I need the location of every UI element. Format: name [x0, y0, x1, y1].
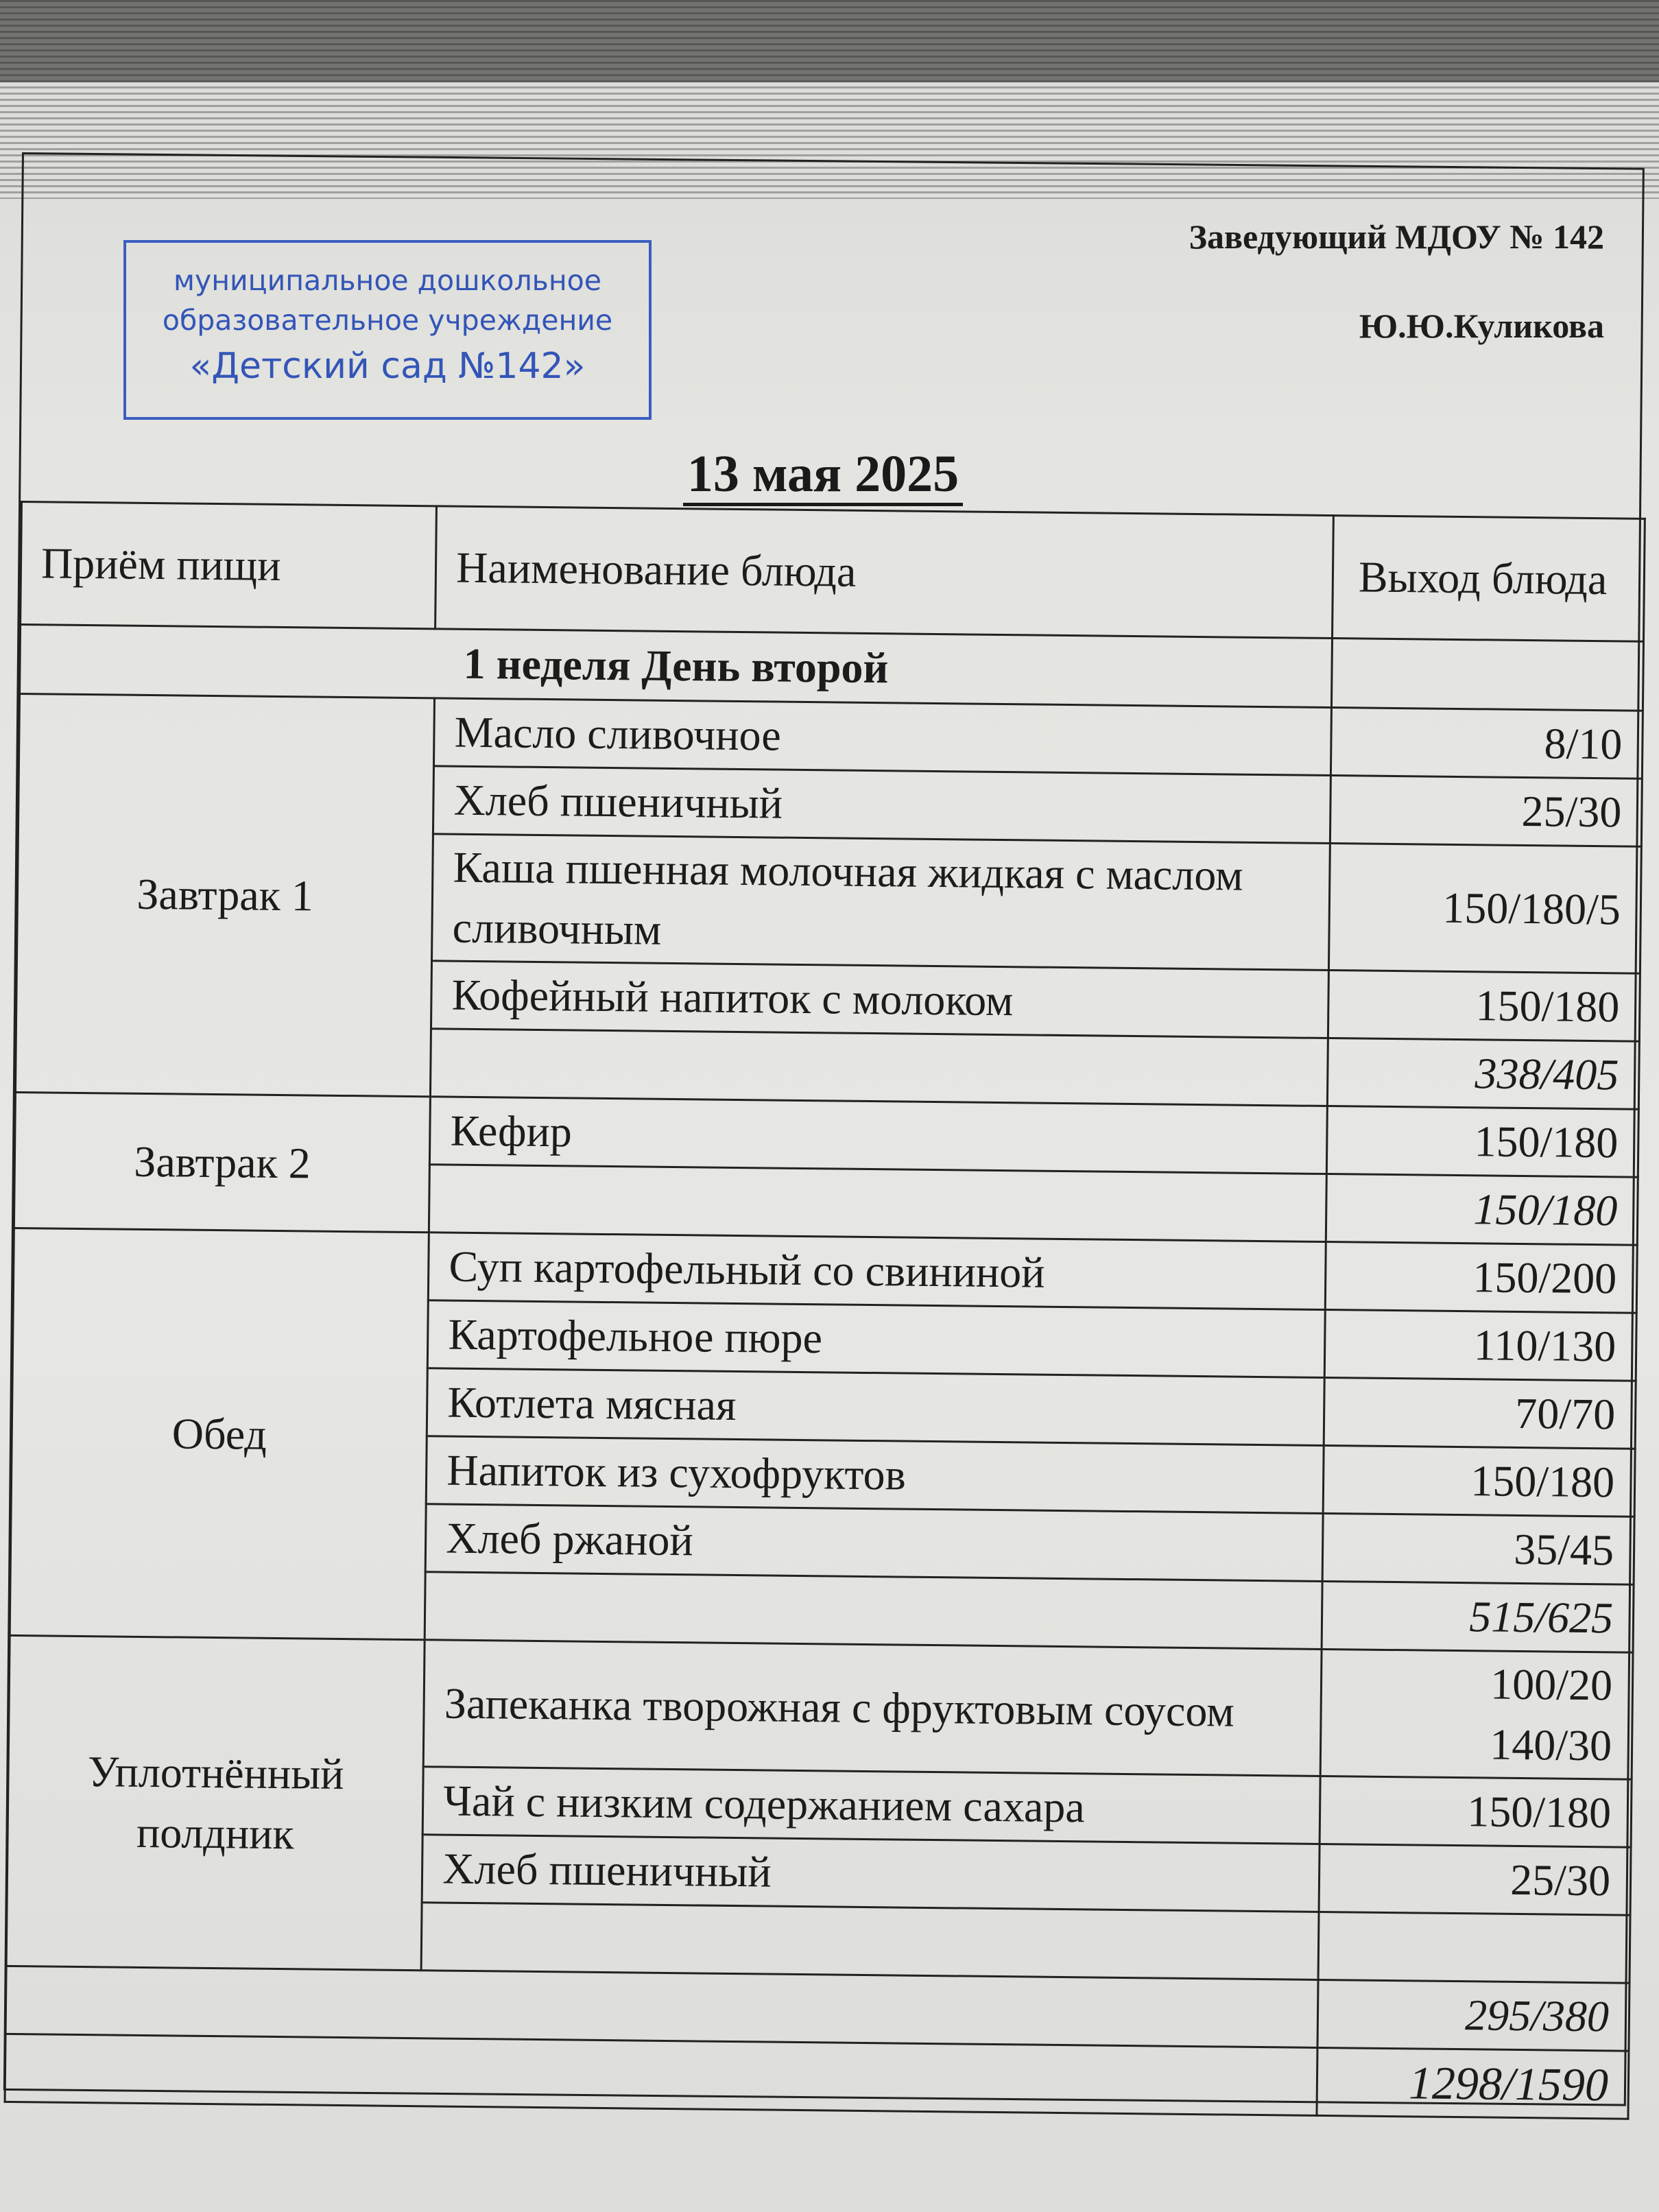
week-empty-cell [1331, 639, 1643, 711]
dish-name: Картофельное пюре [428, 1300, 1326, 1378]
dish-amount: 35/45 [1322, 1513, 1634, 1584]
subtotal-breakfast-2: 150/180 [1326, 1174, 1638, 1245]
institution-stamp [123, 240, 652, 420]
dish-amount: 150/180/5 [1328, 844, 1641, 974]
menu-date-text: 13 мая 2025 [683, 445, 963, 506]
snack-empty-amount [1318, 1912, 1630, 1983]
meal-breakfast-2: Завтрак 2 [14, 1092, 430, 1232]
dish-name: Запеканка творожная с фруктовым соусом [423, 1640, 1322, 1776]
header-yield: Выход блюда [1333, 516, 1645, 642]
approver-title: Заведующий МДОУ № 142 [1189, 217, 1604, 256]
dish-amount-line-1: 100/20 [1490, 1659, 1613, 1710]
dish-name: Котлета мясная [427, 1368, 1325, 1446]
dish-amount: 70/70 [1324, 1377, 1636, 1449]
dish-name: Хлеб пшеничный [433, 766, 1331, 844]
stamp-line-3: «Детский сад №142» [189, 346, 586, 387]
dish-amount-line-2: 140/30 [1489, 1720, 1612, 1770]
approver-name: Ю.Ю.Куликова [1359, 307, 1604, 345]
dish-amount: 8/10 [1330, 708, 1643, 779]
dish-name: Чай с низким содержанием сахара [422, 1767, 1320, 1844]
meal-lunch: Обед [10, 1228, 429, 1639]
dish-amount: 150/200 [1325, 1241, 1637, 1313]
grand-total-empty-cell [5, 2034, 1317, 2115]
subtotal-empty-cell [425, 1572, 1322, 1650]
stamp-line-2: образовательное учреждение [162, 304, 613, 337]
dish-name: Хлеб ржаной [425, 1504, 1323, 1582]
dish-amount: 150/180 [1326, 1106, 1638, 1178]
dish-name: Масло сливочное [434, 698, 1332, 776]
subtotal-lunch: 515/625 [1322, 1581, 1634, 1652]
dish-name: Хлеб пшеничный [422, 1835, 1320, 1912]
dish-amount [1320, 1649, 1633, 1779]
header-meal: Приём пищи [21, 502, 437, 629]
meal-snack: Уплотнённый полдник [6, 1635, 425, 1970]
table-header-row [21, 502, 1645, 642]
snack-empty-cell [421, 1903, 1319, 1980]
subtotal-snack: 295/380 [1317, 1979, 1630, 2051]
dish-name: Суп картофельный со свининой [429, 1233, 1326, 1310]
meal-breakfast-1: Завтрак 1 [15, 694, 434, 1097]
approval-block [987, 219, 1604, 357]
dish-amount: 150/180 [1320, 1776, 1632, 1847]
grand-total: 1298/1590 [1317, 2047, 1629, 2119]
dish-amount: 110/130 [1324, 1309, 1636, 1381]
menu-table [4, 501, 1646, 2120]
header-dish: Наименование блюда [435, 506, 1334, 639]
menu-date [0, 444, 1646, 504]
subtotal-breakfast-1: 338/405 [1327, 1038, 1639, 1110]
dish-amount: 150/180 [1328, 971, 1640, 1042]
week-label: 1 неделя День второй [20, 625, 1333, 708]
stamp-line-1: муниципальное дошкольное [174, 264, 601, 297]
scan-noise-edge [0, 0, 1659, 82]
dish-amount: 25/30 [1319, 1844, 1631, 1915]
subtotal-empty-cell [429, 1165, 1327, 1242]
dish-amount: 150/180 [1323, 1445, 1635, 1517]
dish-name: Кефир [430, 1097, 1328, 1174]
subtotal-empty-cell [431, 1029, 1328, 1106]
dish-name: Напиток из сухофруктов [426, 1436, 1324, 1514]
dish-name: Кофейный напиток с молоком [431, 961, 1329, 1038]
dish-name: Каша пшенная молочная жидкая с маслом сливочным [432, 834, 1330, 971]
dish-amount: 25/30 [1330, 776, 1642, 847]
table-row [8, 1635, 1633, 1779]
